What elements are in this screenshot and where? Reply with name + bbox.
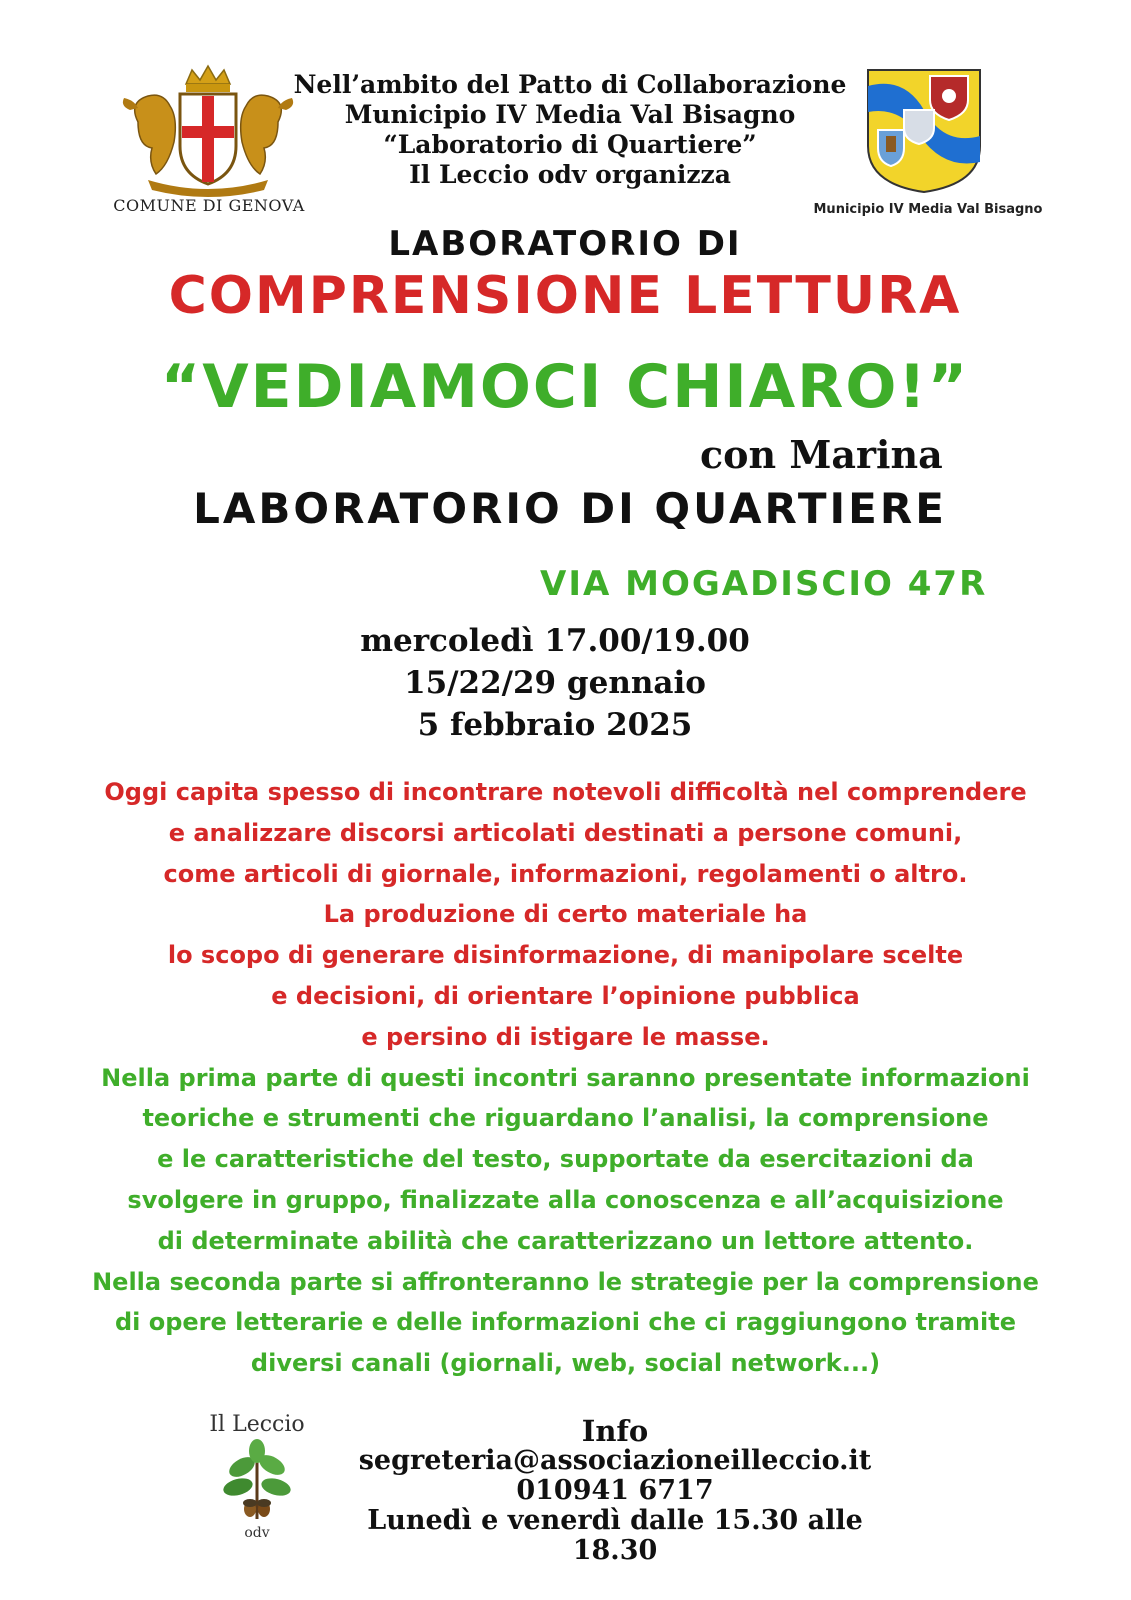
info-title: Info: [581, 1414, 649, 1448]
description-line: Oggi capita spesso di incontrare notevoli difficoltà nel comprendere: [104, 778, 1027, 806]
schedule-january: 15/22/29 gennaio: [404, 665, 706, 701]
header-line: Nell’ambito del Patto di Collaborazione: [293, 70, 847, 99]
description-line: teoriche e strumenti che riguardano l’analisi, la comprensione: [142, 1104, 989, 1133]
info-block: [330, 1416, 900, 1566]
leccio-logo-subtitle: odv: [244, 1525, 270, 1541]
header-intro: [290, 70, 850, 190]
schedule-time: mercoledì 17.00/19.00: [360, 623, 750, 659]
title-line-3: “VEDIAMOCI CHIARO!”: [160, 352, 970, 422]
location-address: VIA MOGADISCIO 47R: [540, 564, 988, 604]
description-line: e le caratteristiche del testo, supportate da esercitazioni da: [157, 1145, 974, 1174]
municipio-caption: Municipio IV Media Val Bisagno: [813, 202, 1043, 217]
il-leccio-oak-icon: [202, 1437, 312, 1527]
header-line: Il Leccio odv organizza: [409, 160, 731, 189]
info-phone[interactable]: 010941 6717: [516, 1475, 714, 1506]
genova-caption: COMUNE DI GENOVA: [113, 196, 305, 215]
il-leccio-logo: [202, 1412, 312, 1552]
description-line: e decisioni, di orientare l’opinione pubblica: [271, 981, 860, 1010]
description-line: e analizzare discorsi articolati destinati a persone comuni,: [168, 818, 963, 847]
header-line: “Laboratorio di Quartiere”: [383, 130, 757, 159]
description-line: diversi canali (giornali, web, social network...): [250, 1349, 881, 1378]
description-line: Nella prima parte di questi incontri saranno presentate informazioni: [101, 1063, 1030, 1092]
description-line: di opere letterarie e delle informazioni che ci raggiungono tramite: [114, 1308, 1017, 1337]
description-line: La produzione di certo materiale ha: [323, 900, 808, 929]
description-line: Nella seconda parte si affronteranno le strategie per la comprensione: [92, 1267, 1039, 1296]
description-line: di determinate abilità che caratterizzano un lettore attento.: [157, 1226, 974, 1255]
location-name: LABORATORIO DI QUARTIERE: [193, 484, 947, 533]
description: [20, 772, 1111, 1384]
title-line-2: COMPRENSIONE LETTURA: [168, 266, 962, 326]
instructor: con Marina: [700, 432, 943, 477]
title-line-1: LABORATORIO DI: [388, 224, 742, 264]
description-line: lo scopo di generare disinformazione, di manipolare scelte: [167, 941, 964, 970]
schedule: [300, 620, 810, 746]
info-email[interactable]: segreteria@associazioneilleccio.it: [358, 1445, 872, 1476]
description-line: e persino di istigare le masse.: [361, 1022, 770, 1051]
description-line: svolgere in gruppo, finalizzate alla conoscenza e all’acquisizione: [127, 1185, 1004, 1214]
schedule-february: 5 febbraio 2025: [417, 707, 693, 743]
header-line: Municipio IV Media Val Bisagno: [344, 100, 796, 129]
info-hours: Lunedì e venerdì dalle 15.30 alle 18.30: [367, 1505, 863, 1566]
municipio-coat-of-arms-icon: [864, 66, 984, 196]
leccio-logo-title: Il Leccio: [209, 1412, 305, 1437]
description-line: come articoli di giornale, informazioni, regolamenti o altro.: [163, 859, 968, 888]
